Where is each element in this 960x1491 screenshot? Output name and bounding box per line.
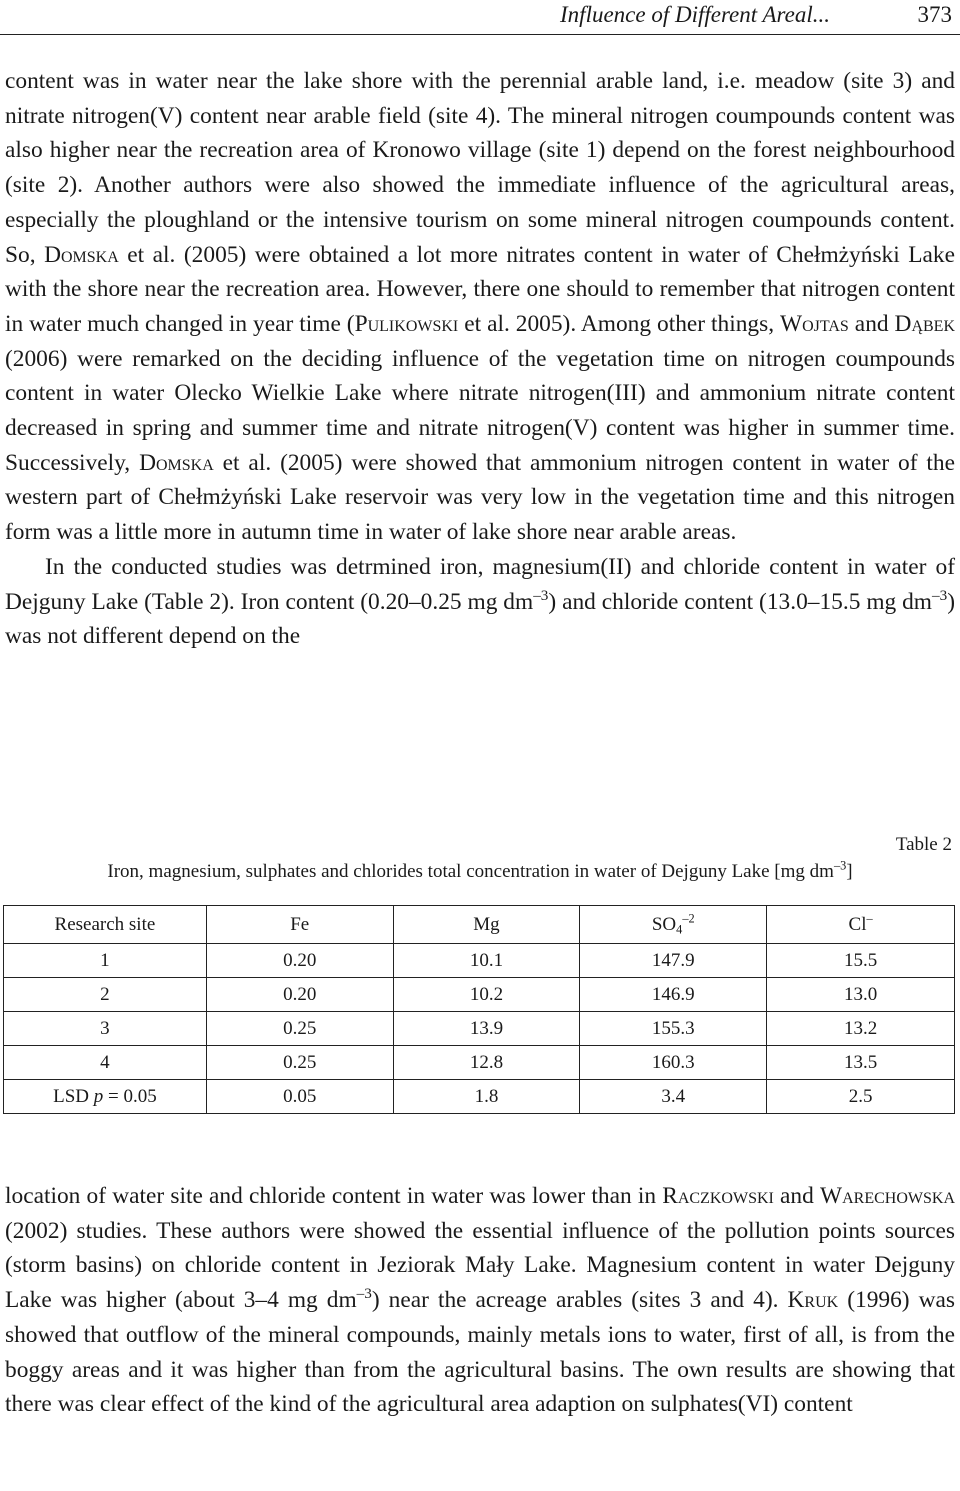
table-cell: 3.4 (580, 1080, 767, 1114)
text-run: content was in water near the lake shore with the perennial arable land, i.e. meadow (site 3) and nitrate nitrogen(V) content near arable field (site 4). The mineral nitrogen coumpounds content was also higher near the recreation area of Kronowo village (site 1) depend on the forest neighbourhood (site 2). Another authors were also showed the immediate influence of the agricultural areas, especially the ploughland or the intensive tourism on some mineral nitrogen coumpounds content. So, (5, 68, 955, 268)
author-name: Pulikowski (354, 310, 459, 337)
author-name: Raczkowski (662, 1183, 774, 1209)
lsd-p: p (93, 1085, 104, 1107)
text-run: et al. (2005) were obtained a lot more nitrates content in water of Chełmżyński Lake with the shore near the recreation area. However, there one should to remember that nitrogen content in water much changed in year time ( (5, 241, 955, 337)
table-cell: 155.3 (580, 1012, 767, 1046)
paragraph-iron-chloride (5, 550, 955, 654)
header-research-site: Research site (4, 906, 207, 944)
superscript: –3 (356, 1284, 372, 1302)
data-table (3, 905, 955, 1114)
text-run: and (773, 1183, 821, 1209)
author-name: Domska (44, 241, 119, 268)
running-header (0, 0, 960, 35)
table-number: Table 2 (895, 834, 952, 855)
table-row (4, 978, 955, 1012)
header-mg: Mg (393, 906, 580, 944)
text-run: (2006) were remarked on the deciding influence of the vegetation time on nitrogen coumpounds content in water Olecko Wielkie Lake where nitrate nitrogen(III) and ammonium nitrate content decreased in spring and summer time and nitrate nitrogen(V) content was higher in summer time. Successively, (5, 345, 955, 476)
table-row (4, 1012, 955, 1046)
lsd-label (4, 1080, 207, 1114)
table-cell: 13.2 (767, 1012, 955, 1046)
superscript: –2 (682, 911, 695, 926)
superscript: –3 (533, 586, 549, 604)
page-number: 373 (917, 2, 952, 27)
text-run: ) and chloride content (13.0–15.5 mg dm (548, 588, 932, 615)
header-text: Cl (848, 913, 867, 935)
author-name: Dąbek (894, 310, 955, 337)
lsd-text: = 0.05 (103, 1085, 157, 1107)
table-cell: 12.8 (393, 1046, 580, 1080)
subscript: 4 (676, 922, 683, 937)
table-row (4, 1046, 955, 1080)
header-text: SO (651, 913, 677, 935)
text-run: In the conducted studies was detrmined iron, magnesium(II) and chloride content in water of Dejguny Lake (Table 2). Iron content (0.20–0.25 mg dm (5, 553, 955, 615)
paragraph-chloride-magnesium (5, 1179, 955, 1422)
table-cell: 0.25 (206, 1012, 393, 1046)
text-run: location of water site and chloride content in water was lower than in (5, 1183, 663, 1209)
header-cl (767, 906, 955, 944)
author-name: Wojtas (780, 310, 849, 337)
header-so4 (580, 906, 767, 944)
author-name: Kruk (787, 1287, 839, 1314)
table-cell: 0.20 (206, 944, 393, 978)
table-cell: 0.05 (206, 1080, 393, 1114)
text-run: et al. (2005) were showed that ammonium nitrogen content in water of the western part of Chełmżyński Lake reservoir was very low in the vegetation time and this nitrogen form was a little more in autumn time in water of lake shore near arable areas. (5, 449, 955, 546)
table-cell: 13.9 (393, 1012, 580, 1046)
table-cell: 15.5 (767, 944, 955, 978)
superscript: –3 (932, 586, 948, 604)
table-cell: 160.3 (580, 1046, 767, 1080)
body-text-top (5, 64, 955, 654)
table-header-row (4, 906, 955, 944)
author-name: Domska (139, 449, 214, 476)
author-name: Warechowska (820, 1183, 955, 1209)
table-cell: 2 (4, 978, 207, 1012)
text-run: (1996) was showed that outflow of the mineral compounds, mainly metals ions to water, first of all, is from the boggy areas and it was higher than from the agricultural basins. The own results are showing that there was clear effect of the kind of the agricultural area adaption on sulphates(VI) content (5, 1287, 955, 1418)
paragraph-nitrogen (5, 64, 955, 550)
table-cell: 13.5 (767, 1046, 955, 1080)
body-text-bottom (5, 1179, 955, 1422)
text-run: ) near the acreage arables (sites 3 and 4). (371, 1287, 788, 1314)
table-cell: 0.25 (206, 1046, 393, 1080)
caption-text: Iron, magnesium, sulphates and chlorides total concentration in water of Dejguny Lake [mg dm (107, 861, 834, 882)
table-cell: 146.9 (580, 978, 767, 1012)
running-title: Influence of Different Areal... (560, 2, 830, 27)
table-cell: 3 (4, 1012, 207, 1046)
table-cell: 0.20 (206, 978, 393, 1012)
header-fe: Fe (206, 906, 393, 944)
table-cell: 1 (4, 944, 207, 978)
text-run: and (848, 310, 895, 337)
text-run: et al. 2005). Among other things, (458, 310, 781, 337)
table-row (4, 944, 955, 978)
table-cell: 10.1 (393, 944, 580, 978)
text-run: ) was not different depend on the (5, 588, 955, 650)
table-cell: 2.5 (767, 1080, 955, 1114)
lsd-text: LSD (53, 1085, 94, 1107)
table-cell: 10.2 (393, 978, 580, 1012)
table-cell: 13.0 (767, 978, 955, 1012)
table-cell: 1.8 (393, 1080, 580, 1114)
caption-text: ] (846, 861, 853, 882)
superscript: –3 (833, 858, 847, 873)
table-caption (5, 859, 955, 885)
table-cell: 147.9 (580, 944, 767, 978)
table-row-lsd (4, 1080, 955, 1114)
text-run: (2002) studies. These authors were showed the essential influence of the pollution points sources (storm basins) on chloride content in Jeziorak Mały Lake. Magnesium content in water Dejguny Lake was higher (about 3–4 mg dm (5, 1217, 955, 1314)
table-cell: 4 (4, 1046, 207, 1080)
superscript: – (866, 911, 873, 926)
